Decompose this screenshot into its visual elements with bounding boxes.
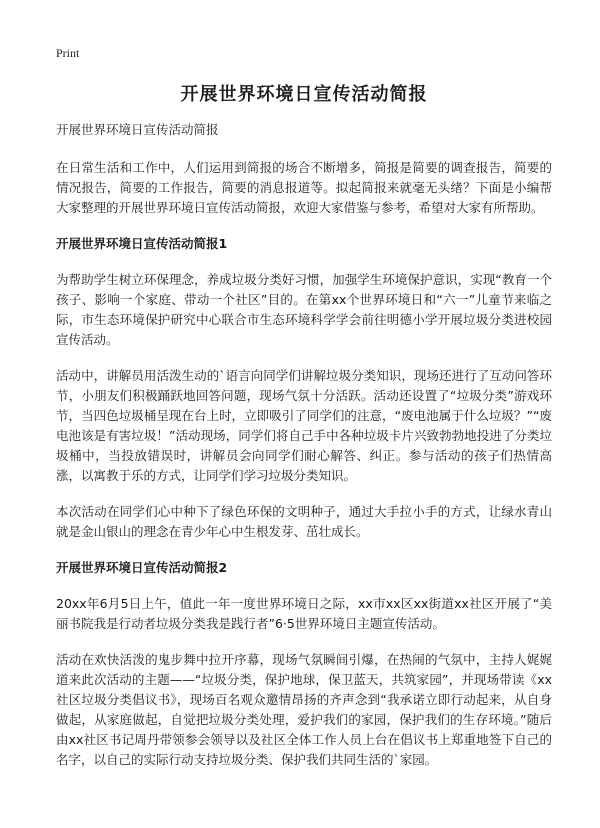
article-subtitle: 开展世界环境日宣传活动简报 xyxy=(56,122,219,137)
section-1-paragraph: 本次活动在同学们心中种下了绿色环保的文明种子，通过大手拉小手的方式，让绿水青山就是金山银山的理念在青少年心中生根发芽、茁壮成长。 xyxy=(56,504,552,539)
section-1-paragraph: 活动中，讲解员用活泼生动的`语言向同学们讲解垃圾分类知识，现场还进行了互动问答环节，小朋友们积极踊跃地回答问题，现场气氛十分活跃。活动还设置了“垃圾分类”游戏环节，当四色垃圾桶呈现在台上时，立即吸引了同学们的注意，“废电池属于什么垃圾？”“废电池该是有害垃圾！”活动现场，同学们将自己手中各种垃圾卡片兴致勃勃地投进了分类垃圾桶中，当投放错误时，讲解员会向同学们耐心解答、纠正。参与活动的孩子们热情高涨，以寓教于乐的方式，让同学们学习垃圾分类知识。 xyxy=(56,368,552,483)
intro-paragraph: 在日常生活和工作中，人们运用到简报的场合不断增多，简报是简要的调查报告，简要的情况报告，简要的工作报告，简要的消息报道等。拟起简报来就毫无头绪？下面是小编帮大家整理的开展世界环境日宣传活动简报，欢迎大家借鉴与参考，希望对大家有所帮助。 xyxy=(56,160,552,215)
section-1-paragraph: 为帮助学生树立环保理念，养成垃圾分类好习惯，加强学生环境保护意识，实现“教育一个孩子、影响一个家庭、带动一个社区”目的。在第xx个世界环境日和“六一”儿童节来临之际，市生态环境保护研究中心联合市生态环境科学学会前往明德小学开展垃圾分类进校园宣传活动。 xyxy=(56,272,552,347)
section-2-paragraph: 活动在欢快活泼的鬼步舞中拉开序幕，现场气氛瞬间引爆，在热闹的气氛中，主持人娓娓道来此次活动的主题——“垃圾分类，保护地球，保卫蓝天，共筑家园”，并现场带读《xx社区垃圾分类倡议书》，现场百名观众邀情昂扬的齐声念到“我承诺立即行动起来，从自身做起，从家庭做起，自觉把垃圾分类处理，爱护我们的家园，保护我们的生存环境。”随后由xx社区书记周丹带领参会领导以及社区全体工作人员上台在倡议书上郑重地签下自己的名字，以自己的实际行动支持垃圾分类、保护我们共同生活的`家园。 xyxy=(56,652,552,767)
print-link[interactable]: Print xyxy=(56,46,80,60)
section-heading-1: 开展世界环境日宣传活动简报1 xyxy=(56,236,228,251)
page-title: 开展世界环境日宣传活动简报 xyxy=(180,84,428,105)
section-heading-2: 开展世界环境日宣传活动简报2 xyxy=(56,560,228,575)
article-body xyxy=(56,120,552,786)
section-2-paragraph: 20xx年6月5日上午，值此一年一度世界环境日之际，xx市xx区xx街道xx社区开展了“美丽书院我是行动者垃圾分类我是践行者”6·5世界环境日主题宣传活动。 xyxy=(56,596,552,631)
